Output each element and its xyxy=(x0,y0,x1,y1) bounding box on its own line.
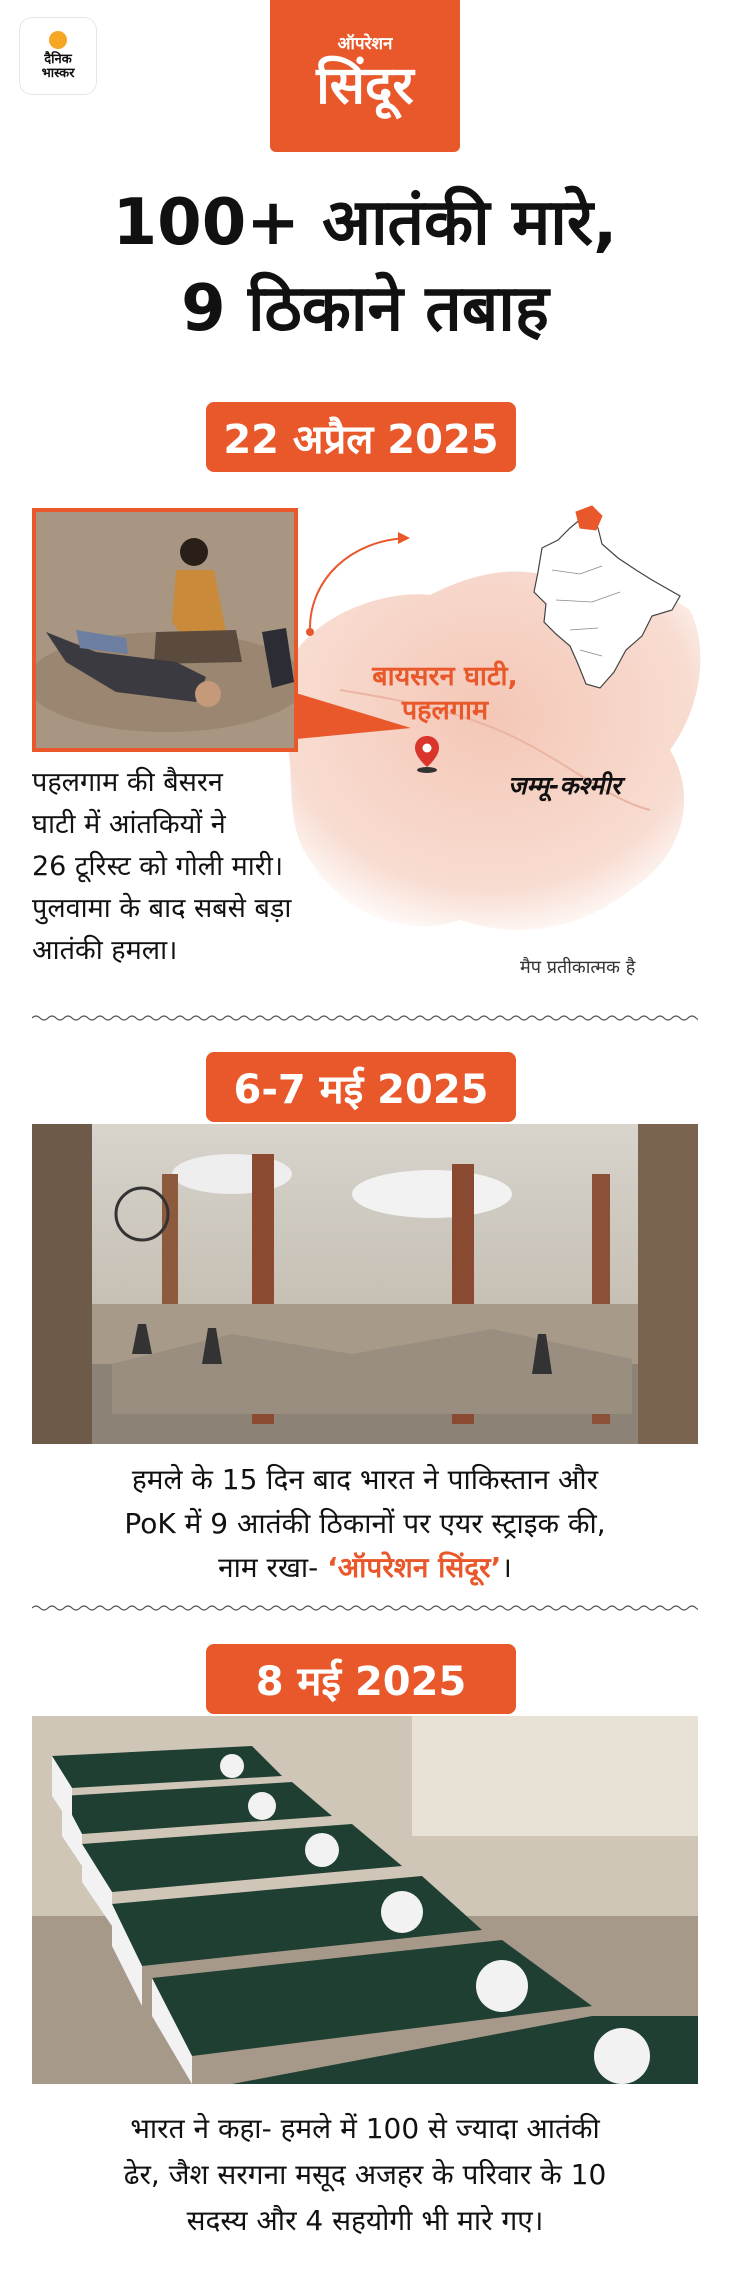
section3-text xyxy=(32,2106,698,2244)
coffins-photo xyxy=(32,1716,698,2084)
section1-line-1: पहलगाम की बैसरन xyxy=(32,767,223,798)
section1-text xyxy=(32,762,362,972)
section3-line-1: भारत ने कहा- हमले में 100 से ज्यादा आतंकी xyxy=(130,2112,600,2145)
section3-line-3: सदस्य और 4 सहयोगी भी मारे गए। xyxy=(186,2204,544,2237)
dainik-bhaskar-logo[interactable] xyxy=(20,18,96,94)
date-pill-2: 6-7 मई 2025 xyxy=(206,1052,516,1122)
logo-line-2: भास्कर xyxy=(41,66,75,81)
logo-line-1: दैनिक xyxy=(44,52,72,67)
map-location-label xyxy=(350,660,540,728)
badge-big-text: सिंदूर xyxy=(316,55,414,116)
section2-line-3 xyxy=(32,1546,698,1590)
map-note: मैप प्रतीकात्मक है xyxy=(520,957,636,978)
sun-icon xyxy=(49,31,67,49)
headline xyxy=(0,180,730,352)
section1-line-2: घाटी में आंतकियों ने xyxy=(32,809,226,840)
headline-line-1: 100+ आतंकी मारे, xyxy=(112,186,618,260)
operation-name-highlight: ‘ऑपरेशन सिंदूर’ xyxy=(327,1551,502,1584)
connector-arrowhead xyxy=(398,532,410,544)
airstrike-site-photo xyxy=(32,1124,698,1444)
section3-line-2: ढेर, जैश सरगना मसूद अजहर के परिवार के 10 xyxy=(123,2158,607,2191)
section1-line-5: आतंकी हमला। xyxy=(32,935,178,966)
location-pin-icon xyxy=(414,735,440,775)
section1-line-4: पुलवामा के बाद सबसे बड़ा xyxy=(32,893,292,924)
section2-line-3-suffix: । xyxy=(501,1551,512,1584)
section1-line-3: 26 टूरिस्ट को गोली मारी। xyxy=(32,851,284,882)
jk-highlight xyxy=(576,506,602,530)
wavy-divider-2 xyxy=(32,1604,698,1612)
date-pill-1: 22 अप्रैल 2025 xyxy=(206,402,516,472)
section2-line-3-prefix: नाम रखा- xyxy=(218,1551,328,1584)
section2-text xyxy=(32,1458,698,1590)
map-region-label: जम्मू-कश्मीर xyxy=(508,771,621,800)
map-location-line-1: बायसरन घाटी, xyxy=(372,661,518,692)
date-pill-3: 8 मई 2025 xyxy=(206,1644,516,1714)
section2-line-2: PoK में 9 आतंकी ठिकानों पर एयर स्ट्राइक की, xyxy=(124,1507,606,1540)
map-location-line-2: पहलगाम xyxy=(401,695,489,726)
badge-small-text: ऑपरेशन xyxy=(337,33,393,54)
operation-sindoor-badge xyxy=(270,0,460,152)
section2-line-1: हमले के 15 दिन बाद भारत ने पाकिस्तान और xyxy=(131,1463,599,1496)
headline-line-2: 9 ठिकाने तबाह xyxy=(181,272,549,346)
pahalgam-attack-photo xyxy=(32,508,298,752)
connector-dot xyxy=(306,628,314,636)
wavy-divider-1 xyxy=(32,1014,698,1022)
